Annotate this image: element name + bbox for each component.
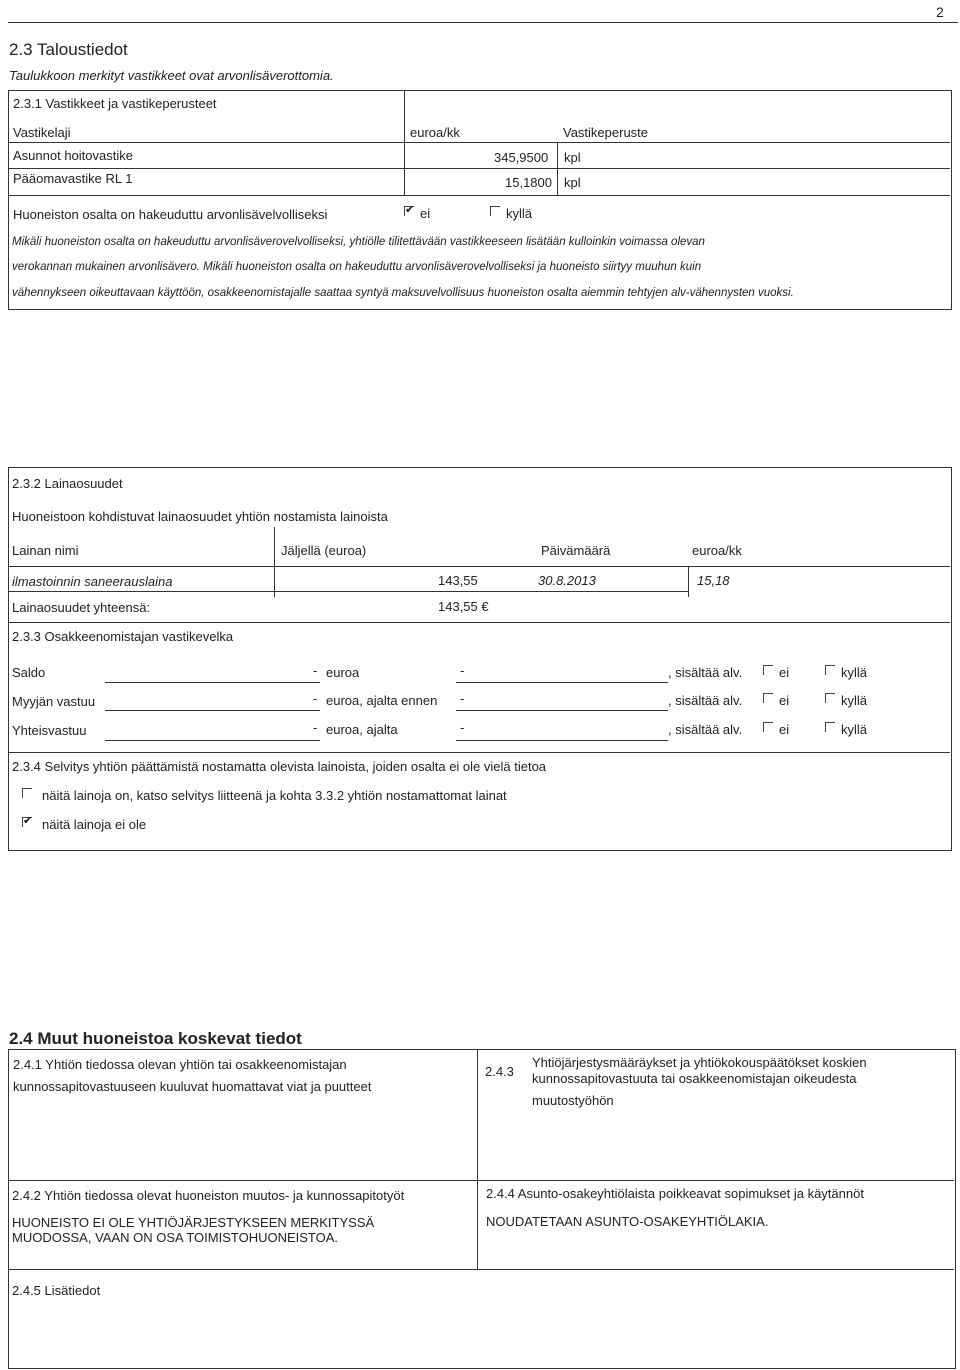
debt-saldo-yes-checkbox[interactable] [825,665,835,675]
debt-row-myyja-yes[interactable] [825,693,867,708]
loan-monthly: 15,18 [697,573,730,588]
s232-title: 2.3.2 Lainaosuudet [12,476,123,491]
b243-line-3: muutostyöhön [532,1093,614,1108]
col-lainan-nimi: Lainan nimi [12,543,79,558]
debt-row-myyja-dash: - [313,691,318,706]
debt-row-saldo-unit: euroa [326,665,360,680]
debt-row-saldo-yes[interactable] [825,665,867,680]
fee-row-1-amount: 345,9500 [494,150,549,165]
debt-yhteis-yes-checkbox[interactable] [825,722,835,732]
vastikkeet-box [8,90,952,310]
vat-note-line-2: verokannan mukainen arvonlisävero. Mikäli huoneiston osalta on hakeuduttu arvonlisäverovelvolliseksi ja huoneisto siirtyy muuhun kuin [12,261,702,273]
b244-text: NOUDATETAAN ASUNTO-OSAKEYHTIÖLAKIA. [486,1214,769,1229]
col-euroa-kk-2: euroa/kk [692,543,742,558]
unrealized-loans-1-checkbox[interactable] [22,788,32,798]
s232-subtitle: Huoneistoon kohdistuvat lainaosuudet yhtiön nostamista lainoista [12,509,388,524]
debt-saldo-yes-label: kyllä [841,665,868,680]
debt-row-yhteis-vat: , sisältää alv. [668,722,743,737]
unrealized-loans-2-checkbox[interactable] [22,817,32,827]
fee-row-2-amount: 15,1800 [505,175,552,190]
debt-row-myyja-unit: euroa, ajalta ennen [326,693,438,708]
debt-row-myyja-dash2: - [460,691,465,706]
debt-yhteis-yes-label: kyllä [841,722,868,737]
s233-title: 2.3.3 Osakkeenomistajan vastikevelka [12,629,234,644]
b242-title: 2.4.2 Yhtiön tiedossa olevat huoneiston muutos- ja kunnossapitotyöt [12,1188,405,1203]
fee-row-1-basis: kpl [564,150,581,165]
loan-total-label: Lainaosuudet yhteensä: [12,600,151,615]
unrealized-loans-2-label: näitä lainoja ei ole [42,817,147,832]
b242-text-1: HUONEISTO EI OLE YHTIÖJÄRJESTYKSEEN MERKITYSSÄ [12,1215,375,1230]
debt-row-yhteis-no[interactable] [763,722,789,737]
b241-line-1: 2.4.1 Yhtiön tiedossa olevan yhtiön tai osakkeenomistajan [13,1057,347,1072]
loan-date: 30.8.2013 [538,573,596,588]
vat-option-no[interactable] [404,206,430,221]
fee-row-2-basis: kpl [564,175,581,190]
debt-row-saldo-dash2: - [460,663,465,678]
section-subtitle: Taulukkoon merkityt vastikkeet ovat arvonlisäverottomia. [9,68,334,83]
vat-note-line-3: vähennykseen oikeuttavaan käyttöön, osakkeenomistajalle saattaa syntyä maksuvelvollisuus huoneiston osalta aiemmin tehtyjen alv-vähennysten vuoksi. [12,287,794,299]
debt-row-yhteis-dash: - [313,720,318,735]
debt-saldo-no-label: ei [779,665,790,680]
debt-yhteis-no-label: ei [779,722,790,737]
b243-line-1: Yhtiöjärjestysmääräykset ja yhtiökokouspäätökset koskien [532,1055,867,1070]
vat-question: Huoneiston osalta on hakeuduttu arvonlisävelvolliseksi [13,207,328,222]
debt-row-myyja-vat: , sisältää alv. [668,693,743,708]
muut-tiedot-box [8,1049,956,1369]
col-jaljella: Jäljellä (euroa) [281,543,367,558]
fee-row-2-name: Pääomavastike RL 1 [13,171,133,186]
loan-name: ilmastoinnin saneerauslaina [12,574,173,589]
vat-no-label: ei [420,206,431,221]
loan-total-value: 143,55 € [438,599,489,614]
s231-title: 2.3.1 Vastikkeet ja vastikeperusteet [13,96,217,111]
vat-note-line-1: Mikäli huoneiston osalta on hakeuduttu arvonlisäverovelvolliseksi, yhtiölle tilitettävään vastikkeeseen lisätään kulloinkin voimassa olevan [12,236,705,248]
debt-row-myyja-no[interactable] [763,693,789,708]
vat-option-yes[interactable] [490,206,532,221]
debt-yhteis-no-checkbox[interactable] [763,722,773,732]
vat-yes-label: kyllä [506,206,533,221]
unrealized-loans-1-label: näitä lainoja on, katso selvitys liitteenä ja kohta 3.3.2 yhtiön nostamattomat lainat [42,788,507,803]
b245-title: 2.4.5 Lisätiedot [12,1283,101,1298]
debt-row-yhteis-unit: euroa, ajalta [326,722,398,737]
debt-row-saldo-vat: , sisältää alv. [668,665,743,680]
page-number: 2 [936,4,944,20]
section-title: 2.3 Taloustiedot [9,40,128,59]
unrealized-loans-option-1[interactable] [22,788,507,803]
col-vastikelaji: Vastikelaji [13,125,71,140]
col-vastikeperuste: Vastikeperuste [563,125,649,140]
b242-text-2: MUODOSSA, VAAN ON OSA TOIMISTOHUONEISTOA. [12,1230,339,1245]
debt-row-yhteis-yes[interactable] [825,722,867,737]
debt-myyja-yes-label: kyllä [841,693,868,708]
top-rule [8,22,958,23]
debt-row-yhteis-label: Yhteisvastuu [12,723,87,738]
debt-myyja-no-checkbox[interactable] [763,693,773,703]
debt-saldo-no-checkbox[interactable] [763,665,773,675]
debt-row-yhteis-dash2: - [460,720,465,735]
s234-title: 2.3.4 Selvitys yhtiön päättämistä nostamatta olevista lainoista, joiden osalta ei ole vielä tietoa [12,759,547,774]
col-euroa-kk: euroa/kk [410,125,460,140]
b243-number: 2.4.3 [485,1064,514,1079]
vat-yes-checkbox[interactable] [490,206,500,216]
b244-title: 2.4.4 Asunto-osakeyhtiölaista poikkeavat sopimukset ja käytännöt [486,1186,864,1201]
col-paivamaara: Päivämäärä [541,543,611,558]
debt-myyja-yes-checkbox[interactable] [825,693,835,703]
vat-no-checkbox[interactable] [404,206,414,216]
b243-line-2: kunnossapitovastuuta tai osakkeenomistajan oikeudesta [532,1071,857,1086]
debt-row-myyja-label: Myyjän vastuu [12,694,96,709]
debt-row-saldo-label: Saldo [12,665,46,680]
unrealized-loans-option-2[interactable] [22,817,146,832]
loan-remaining: 143,55 [438,573,478,588]
debt-myyja-no-label: ei [779,693,790,708]
s24-title: 2.4 Muut huoneistoa koskevat tiedot [9,1029,302,1048]
b241-line-2: kunnossapitovastuuseen kuuluvat huomattavat viat ja puutteet [13,1079,372,1094]
debt-row-saldo-dash: - [313,663,318,678]
fee-row-1-name: Asunnot hoitovastike [13,148,133,163]
debt-row-saldo-no[interactable] [763,665,789,680]
